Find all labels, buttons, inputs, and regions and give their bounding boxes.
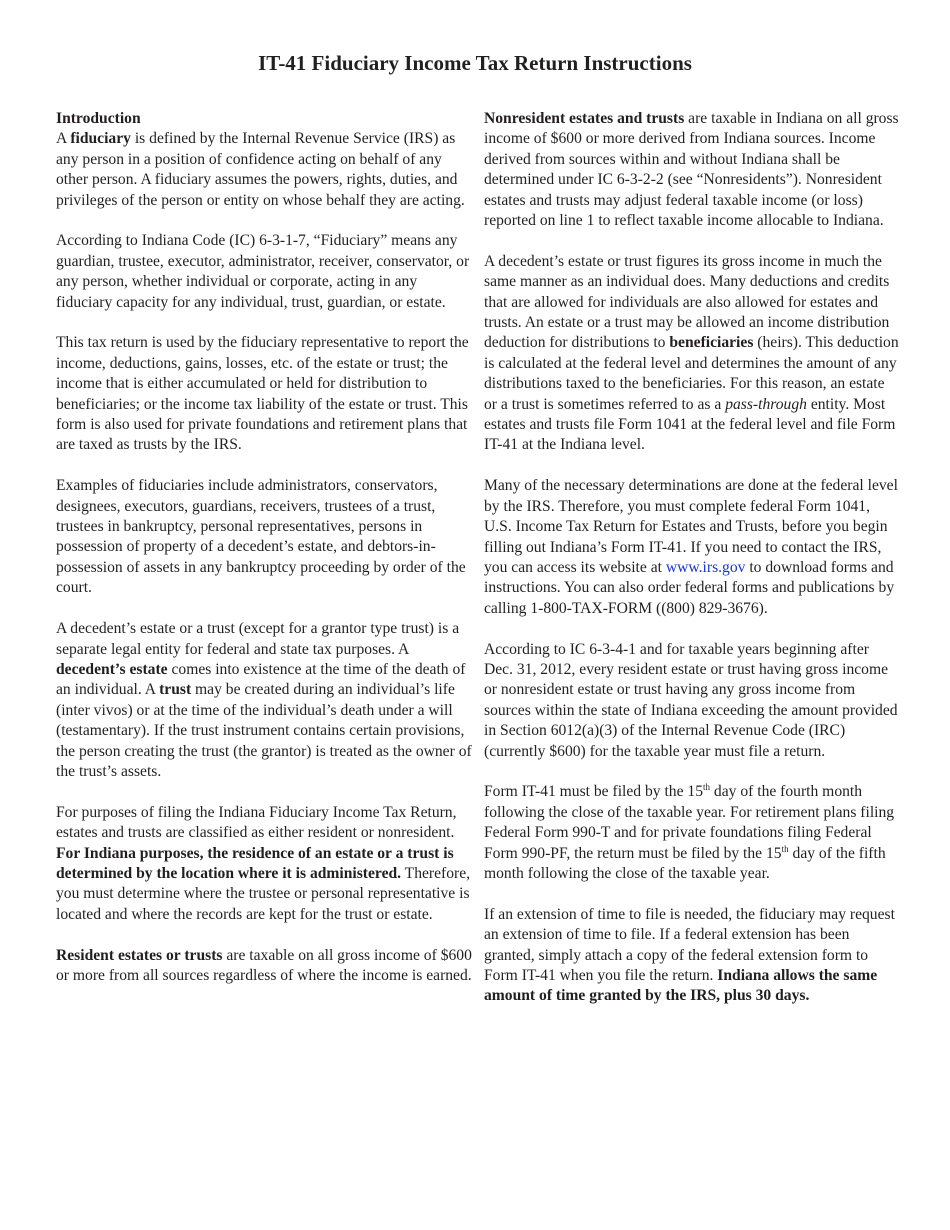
resident-estates-paragraph: Resident estates or trusts are taxable on all gross income of $600 or more from all sources regardless of where the income is earned.: [56, 946, 472, 984]
irs-website-link[interactable]: www.irs.gov: [665, 558, 746, 576]
federal-determinations-paragraph: Many of the necessary determinations are done at the federal level by the IRS. Therefore, you must complete federal Form 1041, U.S. Income Tax Return for Estates and Trusts, before you begin filling out Indiana’s Form IT-41. If you need to contact the IRS, you can access its website at www.irs.gov to download forms and instructions. You can also order federal forms and publications by calling 1-800-TAX-FORM ((800) 829-3676).: [484, 477, 898, 617]
term-trust: trust: [159, 681, 192, 699]
fiduciary-definition-paragraph: A fiduciary is defined by the Internal Revenue Service (IRS) as any person in a position of confidence acting on behalf of any other person. A fiduciary assumes the powers, rights, duties, and privileges of the person or entity on whose behalf they are acting.: [56, 130, 465, 209]
fiduciary-examples-paragraph: Examples of fiduciaries include administrators, conservators, designees, executors, guardians, receivers, trustees of a trust, trustees in bankruptcy, personal representatives, persons in possession of property of a decedent’s estate, and debtors-in-possession of assets in any bankruptcy proceeding by order of the court.: [56, 477, 466, 597]
indiana-code-paragraph: According to Indiana Code (IC) 6-3-1-7, “Fiduciary” means any guardian, trustee, executor, administrator, receiver, conservator, or any person, whether individual or corporate, acting in any fiduciary capacity for any individual, trust, guardian, or estate.: [56, 232, 470, 311]
term-fiduciary: fiduciary: [70, 130, 131, 148]
extension-paragraph: If an extension of time to file is needed, the fiduciary may request an extension of time to file. If a federal extension has been granted, simply attach a copy of the federal extension form to Form IT-41 when you file the return. Indiana allows the same amount of time granted by the IRS, plus 30 days.: [484, 905, 895, 1005]
extension-rule-emphasis: Indiana allows the same amount of time granted by the IRS, plus 30 days.: [484, 966, 878, 1005]
gross-income-paragraph: A decedent’s estate or trust figures its gross income in much the same manner as an individual does. Many deductions and credits that are allowed for individuals are also allowed for estates and trusts. An estate or a trust may be allowed an income distribution deduction for distributions to beneficiaries (heirs). This deduction is calculated at the federal level and determines the amount of any distributions taxed to the beneficiaries. For this reason, an estate or a trust is sometimes referred to as a pass-through entity. Most estates and trusts file Form 1041 at the federal level and file Form IT-41 at the Indiana level.: [484, 252, 899, 454]
estate-trust-entity-paragraph: A decedent’s estate or a trust (except for a grantor type trust) is a separate legal entity for federal and state tax purposes. A decedent’s estate comes into existence at the time of the death of an individual. A trust may be created during an individual’s life (inter vivos) or at the time of the individual’s death under a will (testamentary). If the trust instrument contains certain provisions, the person creating the trust (the grantor) is treated as the owner of the trust’s assets.: [56, 620, 472, 780]
term-resident-estates: Resident estates or trusts: [56, 946, 223, 964]
residency-classification-paragraph: For purposes of filing the Indiana Fiduciary Income Tax Return, estates and trusts are classified as either resident or nonresident. For Indiana purposes, the residence of an estate or a trust is determined by the location where it is administered. Therefore, you must determine where the trustee or personal representative is located and where the records are kept for the trust or estate.: [56, 803, 471, 923]
term-nonresident-estates: Nonresident estates and trusts: [484, 110, 685, 127]
term-beneficiaries: beneficiaries: [669, 334, 754, 352]
due-date-paragraph: Form IT-41 must be filed by the 15th day of the fourth month following the close of the taxable year. For retirement plans filing Federal Form 990-T and for private foundations filing Federal Form 990-PF, the return must be filed by the 15th day of the fifth month following the close of the taxable year.: [484, 782, 895, 882]
page-title: IT-41 Fiduciary Income Tax Return Instructions: [258, 51, 692, 75]
return-usage-paragraph: This tax return is used by the fiduciary representative to report the income, deductions, gains, losses, etc. of the estate or trust; the income that is either accumulated or held for distribution to beneficiaries; or the income tax liability of the estate or trust. This form is also used for private foundations and retirement plans that are taxed as trusts by the IRS.: [56, 334, 469, 454]
term-decedents-estate: decedent’s estate: [56, 660, 168, 678]
right-column: [484, 109, 900, 1027]
left-column: [56, 109, 472, 1007]
nonresident-estates-paragraph: Nonresident estates and trusts are taxable in Indiana on all gross income of $600 or more derived from Indiana sources. Income derived from sources within and without Indiana shall be determined under IC 6-3-2-2 (see “Nonresidents”). Nonresident estates and trusts may adjust federal taxable income (or loss) reported on line 1 to reflect taxable income allocable to Indiana.: [484, 110, 899, 230]
filing-requirement-paragraph: According to IC 6-3-4-1 and for taxable years beginning after Dec. 31, 2012, every resident estate or trust having gross income or nonresident estate or trust having any gross income from sources within the state of Indiana exceeding the amount provided in Section 6012(a)(3) of the Internal Revenue Code (IRC)(currently $600) for the taxable year must file a return.: [484, 640, 898, 760]
term-pass-through: pass-through: [725, 395, 807, 413]
residency-rule-emphasis: For Indiana purposes, the residence of an estate or a trust is determined by the location where it is administered.: [56, 844, 454, 882]
introduction-heading: Introduction: [56, 110, 141, 127]
